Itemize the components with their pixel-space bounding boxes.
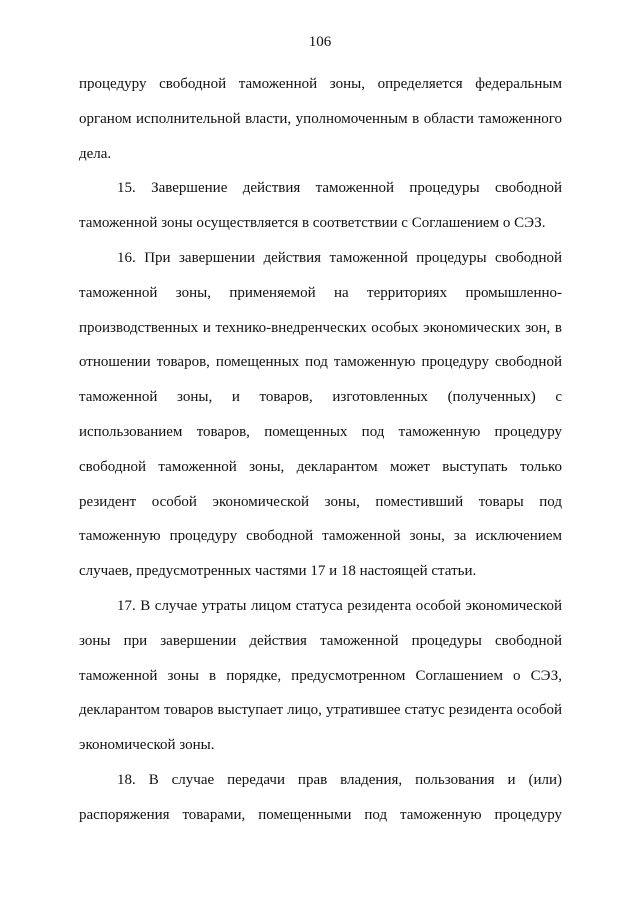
text-line: таможенную процедуру свободной таможенной зоны, за исключением bbox=[79, 528, 562, 545]
text-line: зоны при завершении действия таможенной процедуры свободной bbox=[79, 632, 562, 649]
text-line: производственных и технико-внедренческих особых экономических зон, в bbox=[79, 319, 562, 336]
text-line: 18. В случае передачи прав владения, пользования и (или) bbox=[117, 771, 562, 788]
document-body bbox=[79, 67, 562, 833]
text-line: использованием товаров, помещенных под таможенную процедуру bbox=[79, 423, 562, 440]
text-line: отношении товаров, помещенных под таможенную процедуру свободной bbox=[79, 354, 562, 371]
text-line: свободной таможенной зоны, декларантом может выступать только bbox=[79, 458, 562, 475]
text-line: органом исполнительной власти, уполномоченным в области таможенного bbox=[79, 110, 562, 127]
text-line: таможенной зоны, применяемой на территориях промышленно- bbox=[79, 284, 562, 301]
text-line: распоряжения товарами, помещенными под таможенную процедуру bbox=[79, 806, 562, 823]
text-line: 17. В случае утраты лицом статуса резидента особой экономической bbox=[117, 597, 562, 614]
text-line: декларантом товаров выступает лицо, утратившее статус резидента особой bbox=[79, 702, 562, 719]
text-line: таможенной зоны в порядке, предусмотренном Соглашением о СЭЗ, bbox=[79, 667, 562, 684]
text-line: 15. Завершение действия таможенной процедуры свободной bbox=[117, 180, 562, 197]
text-line: дела. bbox=[79, 145, 112, 162]
text-line: экономической зоны. bbox=[79, 737, 215, 754]
text-line: резидент особой экономической зоны, поместивший товары под bbox=[79, 493, 562, 510]
text-line: таможенной зоны осуществляется в соответствии с Соглашением о СЭЗ. bbox=[79, 215, 546, 232]
text-line: 16. При завершении действия таможенной процедуры свободной bbox=[117, 249, 562, 266]
text-line: процедуру свободной таможенной зоны, определяется федеральным bbox=[79, 76, 562, 92]
page-number: 106 bbox=[308, 34, 332, 50]
text-line: таможенной зоны, и товаров, изготовленных (полученных) с bbox=[79, 389, 562, 406]
text-line: случаев, предусмотренных частями 17 и 18 настоящей статьи. bbox=[79, 563, 477, 580]
